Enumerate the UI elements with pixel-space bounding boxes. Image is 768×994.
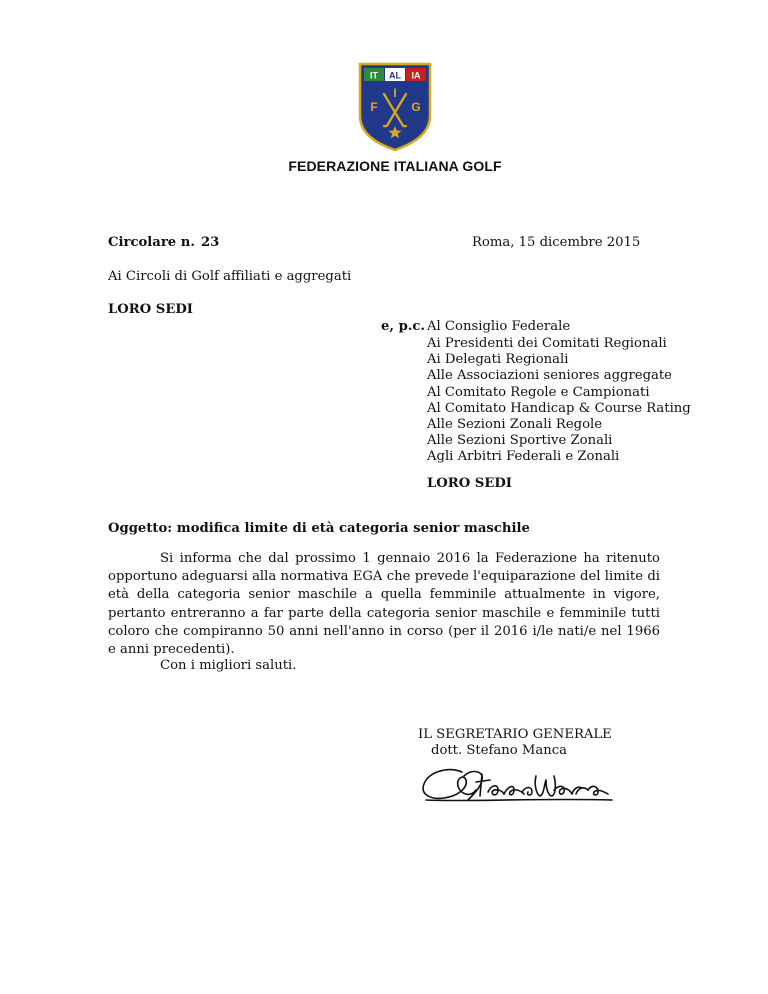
signatory-title: IL SEGRETARIO GENERALE: [418, 727, 612, 742]
cc-recipient: Alle Associazioni seniores aggregate: [427, 368, 672, 384]
subject-line: Oggetto: modifica limite di età categoria senior maschile: [108, 521, 530, 536]
signatory-name: dott. Stefano Manca: [431, 743, 567, 758]
closing: Con i migliori saluti.: [160, 658, 297, 673]
circolare-label: Circolare n.: [108, 235, 195, 250]
cc-recipient: Ai Presidenti dei Comitati Regionali: [427, 336, 667, 351]
svg-text:AL: AL: [389, 70, 401, 81]
cc-recipient: Alle Sezioni Zonali Regole: [427, 417, 603, 433]
cc-recipient: Agli Arbitri Federali e Zonali: [427, 449, 620, 465]
circolare-number: 23: [201, 235, 220, 250]
cc-recipient: Alle Sezioni Sportive Zonali: [427, 433, 613, 449]
place-date: Roma, 15 dicembre 2015: [472, 235, 641, 250]
cc-recipient: Al Consiglio Federale: [427, 319, 571, 334]
svg-text:IA: IA: [411, 70, 421, 81]
cc-recipient: Ai Delegati Regionali: [427, 352, 569, 368]
fig-logo: [358, 62, 432, 152]
svg-text:G: G: [411, 100, 421, 114]
svg-text:I: I: [393, 86, 397, 100]
loro-sedi-primary: LORO SEDI: [108, 302, 193, 317]
body-text: Si informa che dal prossimo 1 gennaio 2016 la Federazione ha ritenuto opportuno adeguarsi alla normativa EGA che prevede l'equiparazione del limite di età della categoria senior maschile a quella femminile attualmente in vigore, pertanto entreranno a far parte della categoria senior maschile e femminile tutti coloro che compiranno 50 anni nell'anno in corso (per il 2016 i/le nati/e nel 1966 e anni precedenti).: [108, 551, 660, 658]
cc-recipient: Al Comitato Handicap & Course Rating: [427, 400, 691, 416]
svg-text:F: F: [370, 100, 378, 114]
loro-sedi-cc: LORO SEDI: [427, 476, 512, 491]
cc-label: e, p.c.: [381, 319, 426, 334]
federation-name: FEDERAZIONE ITALIANA GOLF: [288, 158, 502, 174]
body-paragraph: [108, 550, 660, 659]
handwritten-signature: [418, 764, 614, 810]
svg-text:IT: IT: [370, 70, 378, 81]
addressee: Ai Circoli di Golf affiliati e aggregati: [108, 269, 352, 284]
cc-recipient: Al Comitato Regole e Campionati: [427, 384, 650, 400]
cc-recipient-list: [427, 336, 691, 466]
